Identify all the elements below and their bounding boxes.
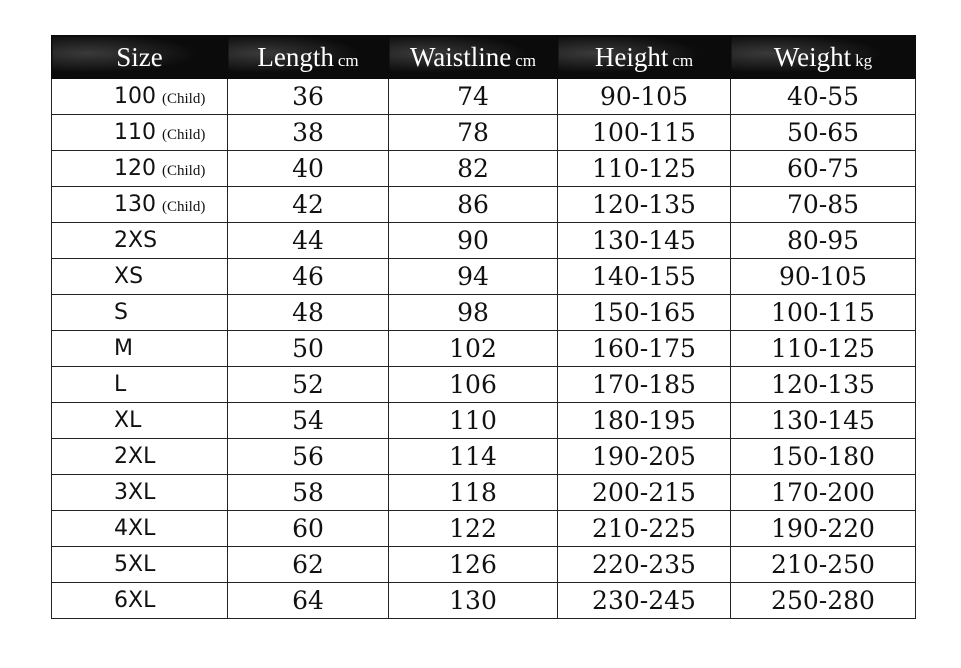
size-label: S: [114, 300, 128, 325]
size-cell: [52, 331, 228, 367]
header-size-label: Size: [116, 41, 163, 72]
waistline-cell: 74: [389, 79, 558, 115]
header-waistline-label: Waistline: [409, 41, 512, 72]
weight-cell: 80-95: [731, 223, 916, 259]
weight-cell: 110-125: [731, 331, 916, 367]
header-length-label: Length: [257, 41, 334, 72]
table-row: [52, 511, 916, 547]
height-cell: 170-185: [558, 367, 731, 403]
weight-cell: 50-65: [731, 115, 916, 151]
size-note: (Child): [162, 127, 206, 143]
table-row: [52, 259, 916, 295]
weight-cell: 60-75: [731, 151, 916, 187]
height-cell: 90-105: [558, 79, 731, 115]
waistline-cell: 122: [389, 511, 558, 547]
height-cell: 220-235: [558, 547, 731, 583]
waistline-cell: 114: [389, 439, 558, 475]
weight-cell: 190-220: [731, 511, 916, 547]
height-cell: 150-165: [558, 295, 731, 331]
weight-cell: 90-105: [731, 259, 916, 295]
length-cell: 64: [228, 583, 389, 619]
size-cell: [52, 187, 228, 223]
size-label: XL: [114, 408, 142, 433]
waistline-cell: 118: [389, 475, 558, 511]
waistline-cell: 90: [389, 223, 558, 259]
length-cell: 38: [228, 115, 389, 151]
height-cell: 180-195: [558, 403, 731, 439]
waistline-cell: 94: [389, 259, 558, 295]
length-cell: 54: [228, 403, 389, 439]
size-label: L: [114, 372, 127, 397]
header-size: [52, 36, 228, 79]
height-cell: 100-115: [558, 115, 731, 151]
size-cell: [52, 223, 228, 259]
waistline-cell: 98: [389, 295, 558, 331]
length-cell: 48: [228, 295, 389, 331]
length-cell: 44: [228, 223, 389, 259]
length-cell: 60: [228, 511, 389, 547]
waistline-cell: 82: [389, 151, 558, 187]
header-weight-unit: kg: [855, 50, 873, 70]
header-length-unit: cm: [337, 50, 359, 70]
header-length: [228, 36, 389, 79]
length-cell: 62: [228, 547, 389, 583]
size-cell: [52, 547, 228, 583]
header-row: [52, 36, 916, 79]
size-label: 110: [114, 120, 156, 145]
header-height-unit: cm: [672, 50, 694, 70]
header-height: [558, 36, 731, 79]
weight-cell: 40-55: [731, 79, 916, 115]
table-row: [52, 79, 916, 115]
table-row: [52, 115, 916, 151]
waistline-cell: 130: [389, 583, 558, 619]
length-cell: 36: [228, 79, 389, 115]
size-note: (Child): [162, 163, 206, 179]
size-cell: [52, 367, 228, 403]
weight-cell: 150-180: [731, 439, 916, 475]
size-cell: [52, 403, 228, 439]
weight-cell: 210-250: [731, 547, 916, 583]
waistline-cell: 126: [389, 547, 558, 583]
size-label: 3XL: [114, 480, 156, 505]
height-cell: 160-175: [558, 331, 731, 367]
size-label: XS: [114, 264, 144, 289]
length-cell: 46: [228, 259, 389, 295]
waistline-cell: 78: [389, 115, 558, 151]
size-chart: [51, 35, 915, 619]
height-cell: 110-125: [558, 151, 731, 187]
size-label: 2XS: [114, 228, 158, 253]
length-cell: 50: [228, 331, 389, 367]
length-cell: 42: [228, 187, 389, 223]
table-row: [52, 547, 916, 583]
size-label: 4XL: [114, 516, 156, 541]
weight-cell: 100-115: [731, 295, 916, 331]
size-cell: [52, 115, 228, 151]
waistline-cell: 106: [389, 367, 558, 403]
waistline-cell: 110: [389, 403, 558, 439]
waistline-cell: 102: [389, 331, 558, 367]
header-weight-label: Weight: [773, 41, 852, 72]
table-row: [52, 367, 916, 403]
header-weight: [731, 36, 916, 79]
size-label: 5XL: [114, 552, 156, 577]
height-cell: 210-225: [558, 511, 731, 547]
size-label: 130: [114, 192, 156, 217]
size-cell: [52, 475, 228, 511]
height-cell: 130-145: [558, 223, 731, 259]
header-height-label: Height: [594, 41, 669, 72]
size-cell: [52, 583, 228, 619]
size-label: 120: [114, 156, 156, 181]
table-row: [52, 295, 916, 331]
table-row: [52, 403, 916, 439]
length-cell: 52: [228, 367, 389, 403]
table-body: [52, 79, 916, 619]
size-label: M: [114, 336, 133, 361]
size-cell: [52, 439, 228, 475]
size-cell: [52, 259, 228, 295]
header-waistline-unit: cm: [515, 50, 537, 70]
length-cell: 40: [228, 151, 389, 187]
length-cell: 58: [228, 475, 389, 511]
length-cell: 56: [228, 439, 389, 475]
size-cell: [52, 79, 228, 115]
height-cell: 190-205: [558, 439, 731, 475]
header-waistline: [389, 36, 558, 79]
table-row: [52, 151, 916, 187]
table-row: [52, 223, 916, 259]
height-cell: 200-215: [558, 475, 731, 511]
weight-cell: 130-145: [731, 403, 916, 439]
weight-cell: 250-280: [731, 583, 916, 619]
weight-cell: 170-200: [731, 475, 916, 511]
table-row: [52, 439, 916, 475]
table-row: [52, 331, 916, 367]
weight-cell: 120-135: [731, 367, 916, 403]
size-note: (Child): [162, 199, 206, 215]
height-cell: 230-245: [558, 583, 731, 619]
size-cell: [52, 151, 228, 187]
size-label: 6XL: [114, 588, 156, 613]
table-row: [52, 475, 916, 511]
size-label: 2XL: [114, 444, 156, 469]
height-cell: 140-155: [558, 259, 731, 295]
waistline-cell: 86: [389, 187, 558, 223]
weight-cell: 70-85: [731, 187, 916, 223]
size-note: (Child): [162, 91, 206, 107]
size-label: 100: [114, 84, 156, 109]
size-cell: [52, 511, 228, 547]
table-row: [52, 187, 916, 223]
height-cell: 120-135: [558, 187, 731, 223]
size-table: [51, 35, 916, 619]
size-cell: [52, 295, 228, 331]
table-row: [52, 583, 916, 619]
